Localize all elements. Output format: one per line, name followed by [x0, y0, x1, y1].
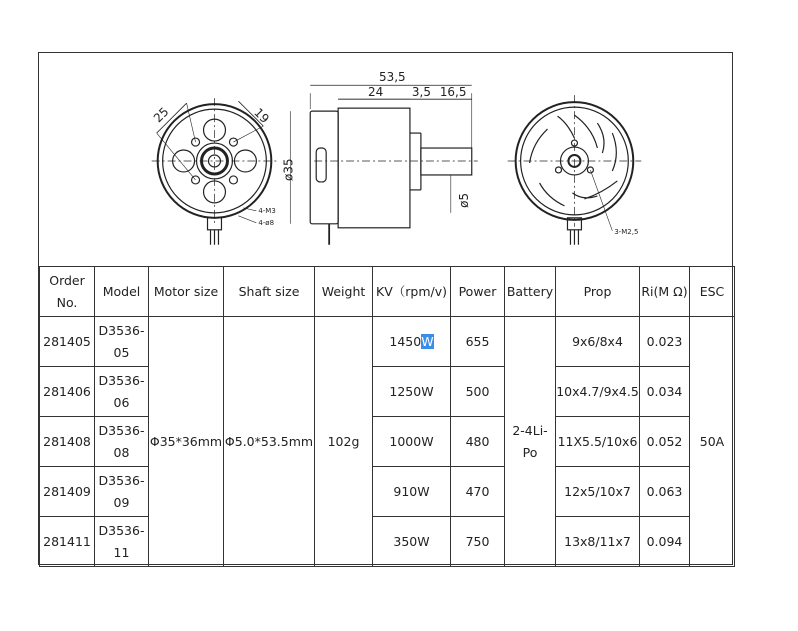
col-ri: Ri(M Ω) — [640, 267, 690, 317]
dim-shaft-diameter: ø5 — [456, 192, 471, 208]
col-prop: Prop — [556, 267, 640, 317]
label-holes-m3: 4-M3 — [258, 206, 276, 215]
table-row — [40, 467, 735, 517]
cell-prop: 11X5.5/10x6 — [556, 417, 640, 467]
kv-value: 1000 — [389, 433, 422, 449]
rear-view — [508, 95, 642, 245]
col-kv: KV（rpm/v) — [373, 267, 451, 317]
dim-pcd-19: 19 — [251, 105, 272, 127]
kv-value: 1250 — [389, 383, 422, 399]
cell-order: 281405 — [40, 317, 95, 367]
cell-ri: 0.094 — [640, 517, 690, 567]
cell-prop: 9x6/8x4 — [556, 317, 640, 367]
label-holes-8: 4-ø8 — [258, 218, 275, 227]
kv-unit: W — [417, 533, 430, 549]
col-order-no: Order No. — [40, 267, 95, 317]
cell-weight: 102g — [315, 317, 373, 567]
cell-order: 281408 — [40, 417, 95, 467]
kv-value: 350 — [393, 533, 418, 549]
cell-kv — [373, 367, 451, 417]
dim-gap: 3,5 — [411, 85, 431, 100]
dim-pcd-25: 25 — [150, 104, 172, 126]
table-header-row — [40, 267, 735, 317]
spec-table — [39, 266, 735, 567]
cell-shaft-size: Φ5.0*53.5mm — [224, 317, 315, 567]
col-motor-size: Motor size — [149, 267, 224, 317]
col-model: Model — [95, 267, 149, 317]
cell-ri: 0.034 — [640, 367, 690, 417]
cell-prop: 10x4.7/9x4.5 — [556, 367, 640, 417]
cell-kv — [373, 317, 451, 367]
cell-ri: 0.023 — [640, 317, 690, 367]
kv-unit: W — [421, 383, 434, 399]
col-weight: Weight — [315, 267, 373, 317]
col-battery: Battery — [505, 267, 556, 317]
kv-value: 910 — [393, 483, 418, 499]
dim-body-length: 24 — [368, 85, 384, 100]
cell-battery: 2-4Li-Po — [505, 317, 556, 567]
kv-unit: W — [417, 483, 430, 499]
label-holes-m25: 3-M2,5 — [614, 227, 639, 236]
cell-power: 480 — [451, 417, 505, 467]
table-row — [40, 367, 735, 417]
spec-sheet — [38, 52, 733, 565]
cell-order: 281409 — [40, 467, 95, 517]
cell-model: D3536-11 — [95, 517, 149, 567]
cell-power: 470 — [451, 467, 505, 517]
cell-model: D3536-06 — [95, 367, 149, 417]
cell-motor-size: Φ35*36mm — [149, 317, 224, 567]
cell-order: 281406 — [40, 367, 95, 417]
cell-kv — [373, 467, 451, 517]
motor-technical-drawing — [39, 53, 732, 266]
cell-order: 281411 — [40, 517, 95, 567]
cell-ri: 0.063 — [640, 467, 690, 517]
kv-value: 1450 — [389, 333, 422, 349]
cell-ri: 0.052 — [640, 417, 690, 467]
cell-prop: 13x8/11x7 — [556, 517, 640, 567]
col-power: Power — [451, 267, 505, 317]
table-row — [40, 517, 735, 567]
cell-power: 655 — [451, 317, 505, 367]
side-view — [290, 85, 477, 245]
table-row — [40, 417, 735, 467]
dim-overall-length: 53,5 — [379, 70, 406, 85]
cell-model: D3536-08 — [95, 417, 149, 467]
cell-model: D3536-09 — [95, 467, 149, 517]
kv-unit: W — [421, 433, 434, 449]
cell-model: D3536-05 — [95, 317, 149, 367]
col-shaft-size: Shaft size — [224, 267, 315, 317]
cell-prop: 12x5/10x7 — [556, 467, 640, 517]
cell-power: 750 — [451, 517, 505, 567]
table-row — [40, 317, 735, 367]
cell-esc: 50A — [690, 317, 735, 567]
col-esc: ESC — [690, 267, 735, 317]
cell-kv — [373, 517, 451, 567]
dim-diameter: ø35 — [281, 158, 296, 181]
dim-shaft-length: 16,5 — [439, 85, 467, 100]
kv-unit-selected[interactable]: W — [421, 333, 434, 349]
cell-kv — [373, 417, 451, 467]
cell-power: 500 — [451, 367, 505, 417]
